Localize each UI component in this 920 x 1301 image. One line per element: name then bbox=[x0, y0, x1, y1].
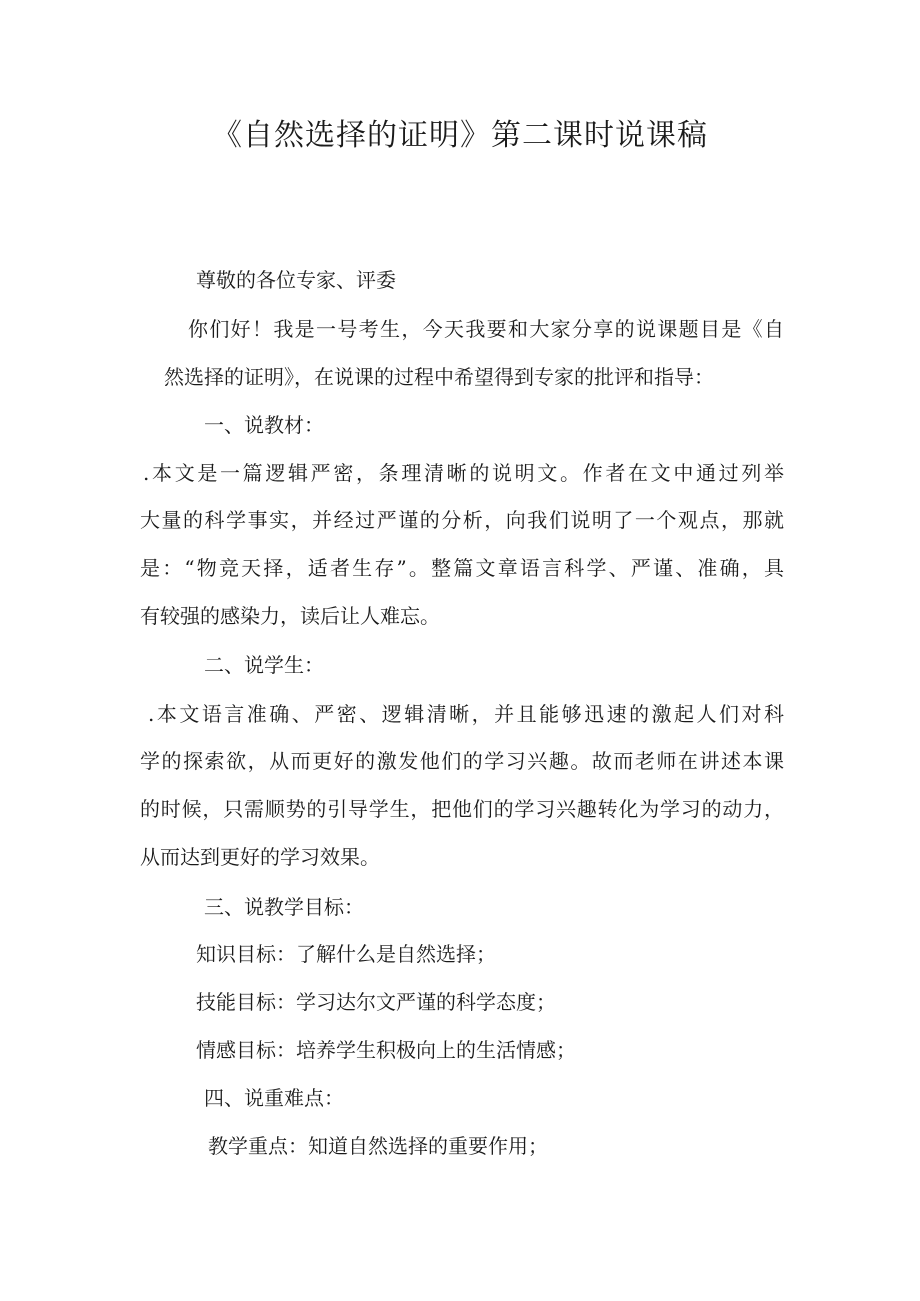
section-heading-textbook: 一、说教材： bbox=[204, 413, 324, 437]
textbook-line-2: 大量的科学事实，并经过严谨的分析，向我们说明了一个观点，那就 bbox=[140, 508, 784, 532]
section-heading-students: 二、说学生： bbox=[204, 653, 324, 677]
knowledge-objective: 知识目标：了解什么是自然选择； bbox=[196, 942, 496, 966]
document-title: 《自然选择的证明》第二课时说课稿 bbox=[212, 118, 708, 153]
students-line-1: .本文语言准确、严密、逻辑清晰，并且能够迅速的激起人们对科 bbox=[148, 702, 784, 726]
textbook-line-3: 是：“物竞天择，适者生存”。整篇文章语言科学、严谨、准确，具 bbox=[140, 556, 784, 580]
emotion-objective: 情感目标：培养学生积极向上的生活情感； bbox=[196, 1038, 576, 1062]
section-heading-objectives: 三、说教学目标： bbox=[204, 895, 364, 919]
students-line-3: 的时候，只需顺势的引导学生，把他们的学习兴趣转化为学习的动力， bbox=[140, 797, 784, 821]
students-line-4: 从而达到更好的学习效果。 bbox=[140, 845, 380, 869]
intro-line-2: 然选择的证明》，在说课的过程中希望得到专家的批评和指导： bbox=[164, 365, 714, 389]
textbook-line-4: 有较强的感染力，读后让人难忘。 bbox=[140, 604, 440, 628]
skill-objective: 技能目标：学习达尔文严谨的科学态度； bbox=[196, 990, 556, 1014]
intro-line-1: 你们好！我是一号考生，今天我要和大家分享的说课题目是《自 bbox=[188, 317, 784, 341]
textbook-line-1: .本文是一篇逻辑严密，条理清晰的说明文。作者在文中通过列举 bbox=[143, 461, 784, 485]
section-heading-key-points: 四、说重难点： bbox=[204, 1086, 344, 1110]
greeting: 尊敬的各位专家、评委 bbox=[196, 268, 396, 292]
teaching-key-point: 教学重点：知道自然选择的重要作用； bbox=[208, 1134, 548, 1158]
students-line-2: 学的探索欲，从而更好的激发他们的学习兴趣。故而老师在讲述本课 bbox=[140, 749, 784, 773]
